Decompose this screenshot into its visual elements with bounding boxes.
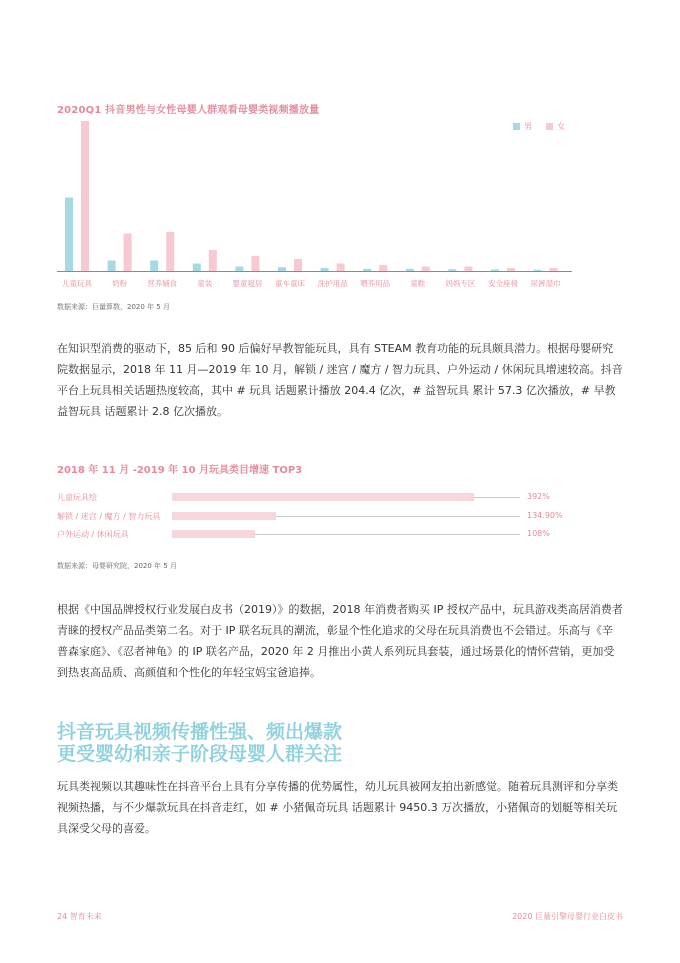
x-tick-label: 婴童寝居 [232,279,263,288]
report-title: 2020 巨量引擎母婴行业白皮书 [512,912,623,921]
bar-female [124,234,132,272]
growth-bar [172,493,474,501]
growth-value-label: 392% [527,492,550,501]
growth-category-label: 儿童玩具绘 [57,493,97,502]
growth-chart-title: 2018 年 11 月 -2019 年 10 月玩具类目增速 TOP3 [57,465,303,476]
x-tick-label: 喂养用品 [360,279,391,288]
paragraph-toy-videos: 玩具类视频以其趣味性在抖音平台上具有分享传播的优势属性，幼儿玩具被网友拍出新感觉。随着玩具测评和分享类视频热播，与不少爆款玩具在抖音走红，如 # 小猪佩奇玩具 话题累计 9450.3 万次播放，小猪佩奇的划艇等相关玩具深受父母的喜爱。 [57,780,618,835]
x-tick-label: 安全座椅 [488,279,518,288]
x-tick-label: 儿童玩具 [62,279,92,288]
bar-male [448,269,456,271]
bar-female [550,268,558,271]
bar-female [251,256,259,271]
headline-line-1: 抖音玩具视频传播性强、频出爆款 [57,721,343,743]
bar-male [278,267,286,271]
x-tick-label: 妈妈专区 [445,279,476,288]
video-views-bar-chart [57,115,577,295]
growth-category-label: 解锁 / 迷宫 / 魔方 / 智力玩具 [57,512,161,521]
bar-female [507,268,515,271]
chart-title: 2020Q1 抖音男性与女性母婴人群观看母婴类视频播放量 [57,105,320,116]
paragraph-ip-toys: 根据《中国品牌授权行业发展白皮书（2019）》的数据，2018 年消费者购买 IP 授权产品中，玩具游戏类高居消费者青睐的授权产品品类第二名。对于 IP 联名玩具的潮流，彰显个性化追求的父母在玩具消费也不会错过。乐高与《辛普森家庭》、《忍者神龟》的 IP 联名产品，2020 年 2 月推出小黄人系列玩具套装，通过场景化的情怀营销，更加受到热衷高品质、高颜值和个性化的年轻宝妈宝爸追捧。 [57,603,623,679]
x-tick-label: 营养辅食 [147,279,178,288]
bar-male [235,267,243,272]
bar-male [193,264,201,272]
bar-female [464,267,472,272]
growth-value-label: 134.90% [527,511,563,520]
bar-male [491,270,499,272]
bar-male [150,261,158,272]
x-tick-label: 童装 [197,279,213,288]
bar-male [406,269,414,271]
x-tick-label: 洗护用品 [317,279,348,288]
legend-male-label: 男 [524,122,532,131]
growth-value-label: 108% [527,529,550,538]
bar-female [337,264,345,272]
paragraph-steam-toys: 在知识型消费的驱动下，85 后和 90 后偏好早教智能玩具，具有 STEAM 教育功能的玩具颇具潜力。根据母婴研究院数据显示，2018 年 11 月—2019 年 10 月，解锁 / 迷宫 / 魔方 / 智力玩具、户外运动 / 休闲玩具增速较高。抖音平台上玩具相关话题热度较高，其中 # 玩具 话题累计播放 204.4 亿次，# 益智玩具 累计 57.3 亿次播放，# 早教益智玩具 话题累计 2.8 亿次播放。 [57,342,623,418]
growth-bar [172,530,255,538]
bar-female [294,259,302,271]
page-number: 24 [57,912,68,921]
bar-male [321,268,329,271]
x-tick-label: 童车童床 [275,279,305,288]
growth-category-label: 户外运动 / 休闲玩具 [57,530,129,539]
x-tick-label: 童鞋 [410,279,426,288]
x-tick-label: 尿裤湿巾 [530,279,561,288]
bar-female [379,265,387,271]
footer-left [57,911,102,922]
x-tick-label: 奶粉 [112,279,128,288]
bar-male [534,270,542,271]
growth-bar [172,512,276,520]
growth-chart-source: 数据来源：母婴研究院，2020 年 5 月 [57,562,177,570]
bar-female [166,232,174,271]
bar-female [81,121,89,271]
bar-male [363,269,371,271]
bar-male [65,198,73,272]
section-name: 智育未来 [69,912,102,921]
bar-female [209,250,217,271]
chart-source: 数据来源：巨量算数，2020 年 5 月 [57,303,170,311]
bar-male [108,261,116,272]
bar-female [422,267,430,272]
headline-line-2: 更受婴幼和亲子阶段母婴人群关注 [57,743,343,765]
legend-female-label: 女 [557,122,565,131]
section-headline [57,721,342,765]
